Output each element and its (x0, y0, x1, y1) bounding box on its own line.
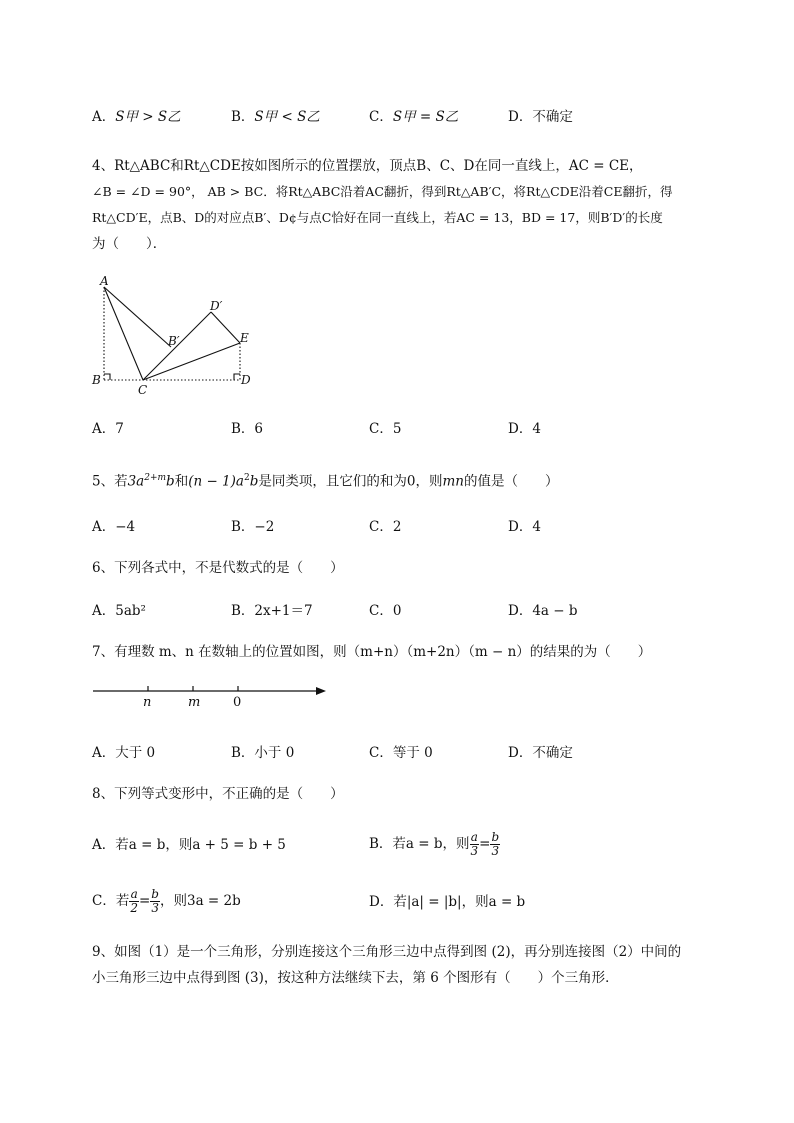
axis-label-m: m (188, 695, 201, 710)
q8-option-c (92, 883, 241, 919)
q3-option-d: D．不确定 (508, 109, 573, 125)
axis-label-zero: 0 (233, 695, 242, 710)
q6-option-a: A．5ab² (92, 603, 146, 619)
option-letter: B． (231, 109, 255, 125)
q4-stem-line4: 为（ ）． (92, 236, 167, 252)
label-e: E (240, 331, 249, 345)
option-text: ，则3a = 2b (159, 893, 241, 909)
option-math: S甲 < S乙 (254, 109, 320, 125)
label-c: C (138, 383, 148, 397)
q5-var: mn (442, 473, 464, 490)
option-text: B．若a = b，则 (369, 836, 470, 852)
segment-d-prime-e (211, 312, 240, 343)
q8-option-d: D．若|a| = |b|，则a = b (369, 894, 526, 910)
q5-option-b: B．−2 (231, 519, 275, 535)
denominator: 3 (470, 844, 479, 858)
numerator: b (491, 830, 500, 844)
q4-option-b: B．6 (231, 421, 264, 437)
q6-option-c: C．0 (369, 603, 402, 619)
denominator: 3 (491, 844, 500, 858)
q4-stem-line3: Rt△CD′E，点B、D的对应点B′、D¢与点C恰好在同一直线上，若AC = 13，BD = 17，则B′D′的长度 (92, 210, 663, 225)
right-angle-d (234, 374, 240, 380)
option-letter: C． (369, 109, 393, 125)
q5-suffix: 是同类项，且它们的和为0，则 (258, 473, 443, 490)
label-d-prime: D′ (210, 299, 223, 313)
q7-stem: 7、有理数 m、n 在数轴上的位置如图，则（m+n）（m+2n）（m − n）的结果的为（ ） (92, 644, 652, 660)
q5-term1-exp: 2+m (144, 473, 167, 483)
label-a: A (100, 274, 109, 288)
q3-option-c (369, 107, 458, 127)
equals: = (479, 836, 491, 852)
q4-option-c: C．5 (369, 421, 402, 437)
q4-stem-line1: 4、Rt△ABC和Rt△CDE按如图所示的位置摆放，顶点B、C、D在同一直线上，AC = CE， (92, 158, 643, 174)
label-b-prime: B′ (168, 334, 180, 348)
q4-stem-line2: ∠B = ∠D = 90°， AB > BC．将Rt△ABC沿着AC翻折，得到Rt△AB′C，将Rt△CDE沿着CE翻折，得 (92, 184, 673, 199)
numerator: b (151, 887, 159, 901)
q6-option-b: B．2x+1＝7 (231, 603, 313, 619)
q8-option-a: A．若a = b，则a + 5 = b + 5 (92, 837, 286, 853)
fraction (129, 888, 139, 915)
q7-option-b: B．小于 0 (231, 745, 295, 761)
label-b: B (92, 373, 101, 387)
q4-option-d: D．4 (508, 421, 541, 437)
q5-term2-tail: b (249, 473, 259, 490)
q7-option-d: D．不确定 (508, 745, 573, 761)
option-math: S甲 = S乙 (392, 109, 459, 125)
segment-ac (104, 287, 143, 380)
axis-arrow (316, 687, 326, 695)
equals: = (138, 893, 151, 909)
q5-end: 的值是（ ） (463, 473, 559, 490)
right-angle-b (104, 374, 110, 380)
q9-stem-line2: 小三角形三边中点得到图 (3)，按这种方法继续下去，第 6 个图形有（ ）个三角形． (92, 970, 619, 986)
q5-option-a: A．−4 (92, 519, 136, 535)
segment-cd-prime (143, 312, 211, 380)
denominator: 2 (130, 901, 138, 915)
q5-term1-tail: b (166, 473, 175, 490)
q7-option-a: A．大于 0 (92, 745, 156, 761)
q5-term2-exp: 2 (243, 473, 250, 483)
q5-term1: 3a (127, 473, 145, 490)
q8-option-b (369, 826, 500, 862)
q6-option-d: D．4a − b (508, 603, 578, 619)
numerator: a (130, 887, 138, 901)
q6-stem: 6、下列各式中，不是代数式的是（ ） (92, 560, 344, 576)
fraction (470, 831, 480, 858)
fraction (150, 888, 160, 915)
q5-option-c: C．2 (369, 519, 402, 535)
option-text: C．若 (92, 893, 130, 909)
numerator: a (470, 830, 478, 844)
q9-stem-line1: 9、如图（1）是一个三角形，分别连接这个三角形三边中点得到图 (2)，再分别连接图（2）中间的 (92, 944, 682, 960)
denominator: 3 (151, 901, 159, 915)
q5-prefix: 5、若 (92, 473, 128, 490)
segment-ce (143, 343, 240, 380)
q4-option-a: A．7 (92, 421, 124, 437)
q7-option-c: C．等于 0 (369, 745, 433, 761)
q3-option-a (92, 107, 181, 127)
q3-option-b (231, 107, 320, 127)
q5-term2: (n − 1)a (188, 473, 244, 490)
segment-ab-prime (104, 287, 171, 347)
q5-stem (92, 468, 558, 492)
fraction (490, 831, 500, 858)
option-math: S甲 > S乙 (115, 109, 181, 125)
q8-stem: 8、下列等式变形中，不正确的是（ ） (92, 786, 344, 802)
option-letter: A． (92, 109, 116, 125)
q5-option-d: D．4 (508, 519, 541, 535)
q5-mid: 和 (174, 473, 189, 490)
axis-label-n: n (143, 695, 152, 710)
label-d: D (241, 373, 251, 387)
